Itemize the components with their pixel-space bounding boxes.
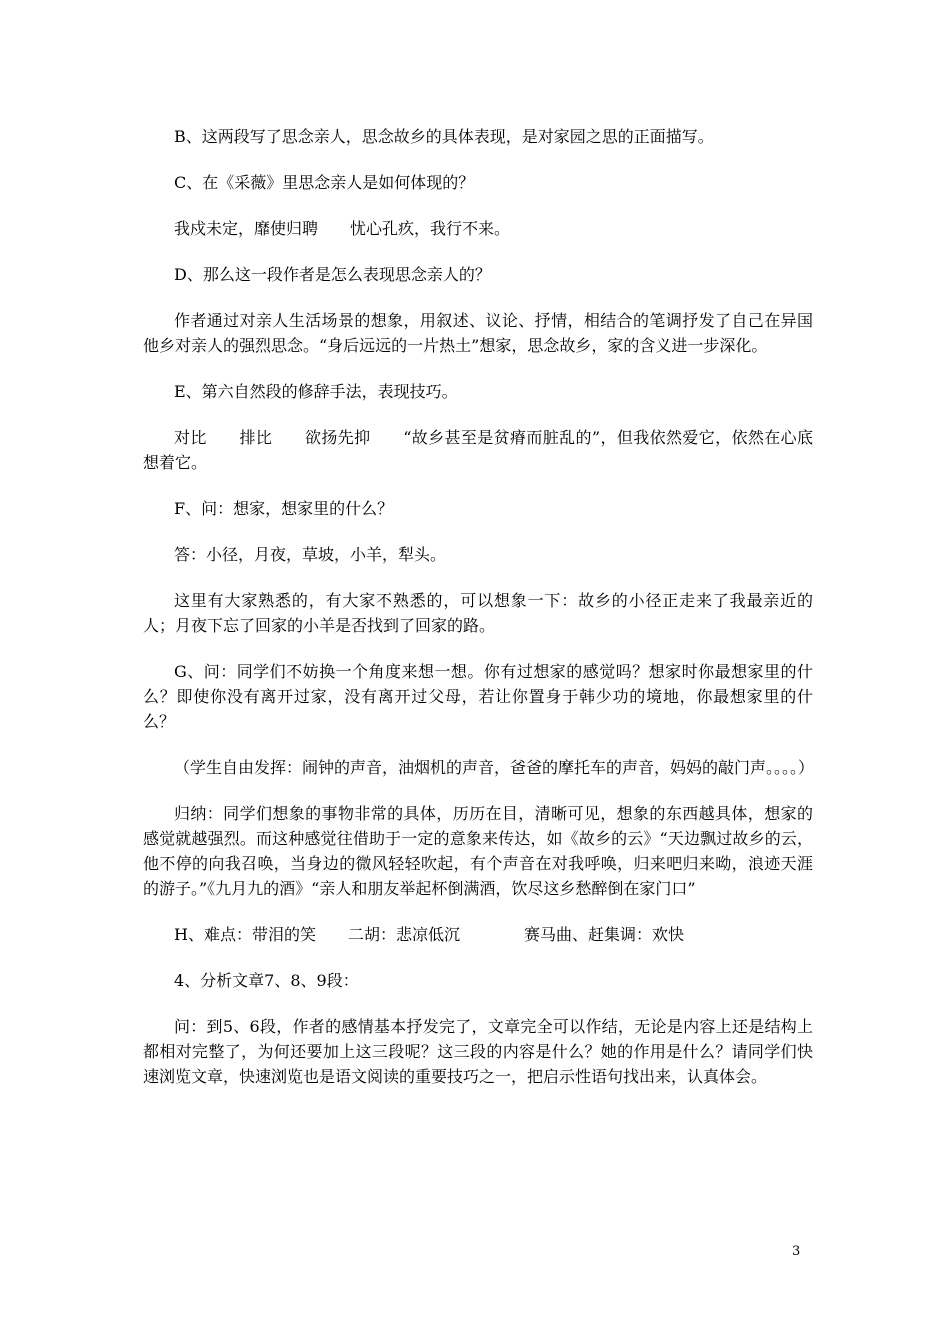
paragraph-e-answer: 对比 排比 欲扬先抑 “故乡甚至是贫瘠而脏乱的”，但我依然爱它，依然在心底想着它。 <box>143 428 813 472</box>
paragraph-d-answer: 作者通过对亲人生活场景的想象，用叙述、议论、抒情，相结合的笔调抒发了自己在异国他乡对亲人的强烈思念。“身后远远的一片热土”想家，思念故乡，家的含义进一步深化。 <box>143 311 813 355</box>
page-number: 3 <box>792 1244 801 1259</box>
paragraph-section-4-question: 问：到5、6段，作者的感情基本抒发完了，文章完全可以作结，无论是内容上还是结构上都相对完整了，为何还要加上这三段呢？这三段的内容是什么？她的作用是什么？请同学们快速浏览文章，快速浏览也是语文阅读的重要技巧之一，把启示性语句找出来，认真体会。 <box>143 1017 813 1086</box>
paragraph-f: F、问：想家，想家里的什么？ <box>174 499 394 518</box>
paragraph-f-answer: 答：小径，月夜，草坡，小羊，犁头。 <box>174 545 447 564</box>
paragraph-d: D、那么这一段作者是怎么表现思念亲人的？ <box>174 265 491 284</box>
paragraph-g: G、问：同学们不妨换一个角度来想一想。你有过想家的感觉吗？想家时你最想家里的什么？即使你没有离开过家，没有离开过父母，若让你置身于韩少功的境地，你最想家里的什么？ <box>143 662 813 731</box>
paragraph-h: H、难点：带泪的笑 二胡：悲凉低沉 赛马曲、赶集调：欢快 <box>174 925 684 944</box>
paragraph-e: E、第六自然段的修辞手法，表现技巧。 <box>174 382 458 401</box>
paragraph-b: B、这两段写了思念亲人，思念故乡的具体表现，是对家园之思的正面描写。 <box>174 127 714 146</box>
paragraph-g-student-answer: （学生自由发挥：闹钟的声音，油烟机的声音，爸爸的摩托车的声音，妈妈的敲门声。。。。） <box>174 758 815 777</box>
paragraph-f-explanation: 这里有大家熟悉的，有大家不熟悉的，可以想象一下：故乡的小径正走来了我最亲近的人；月夜下忘了回家的小羊是否找到了回家的路。 <box>143 591 813 635</box>
paragraph-c: C、在《采薇》里思念亲人是如何体现的？ <box>174 173 475 192</box>
document-body <box>143 124 813 1110</box>
paragraph-section-4: 4、分析文章7、8、9段： <box>174 971 359 990</box>
paragraph-poem-quote: 我戍未定，靡使归聘 忧心孔疚，我行不来。 <box>174 219 511 238</box>
paragraph-summary: 归纳：同学们想象的事物非常的具体，历历在目，清晰可见，想象的东西越具体，想家的感觉就越强烈。而这种感觉往借助于一定的意象来传达，如《故乡的云》“天边飘过故乡的云，他不停的向我召唤，当身边的微风轻轻吹起，有个声音在对我呼唤，归来吧归来呦，浪迹天涯的游子。”《九月九的酒》“亲人和朋友举起杯倒满酒，饮尽这乡愁醉倒在家门口” <box>143 804 813 898</box>
